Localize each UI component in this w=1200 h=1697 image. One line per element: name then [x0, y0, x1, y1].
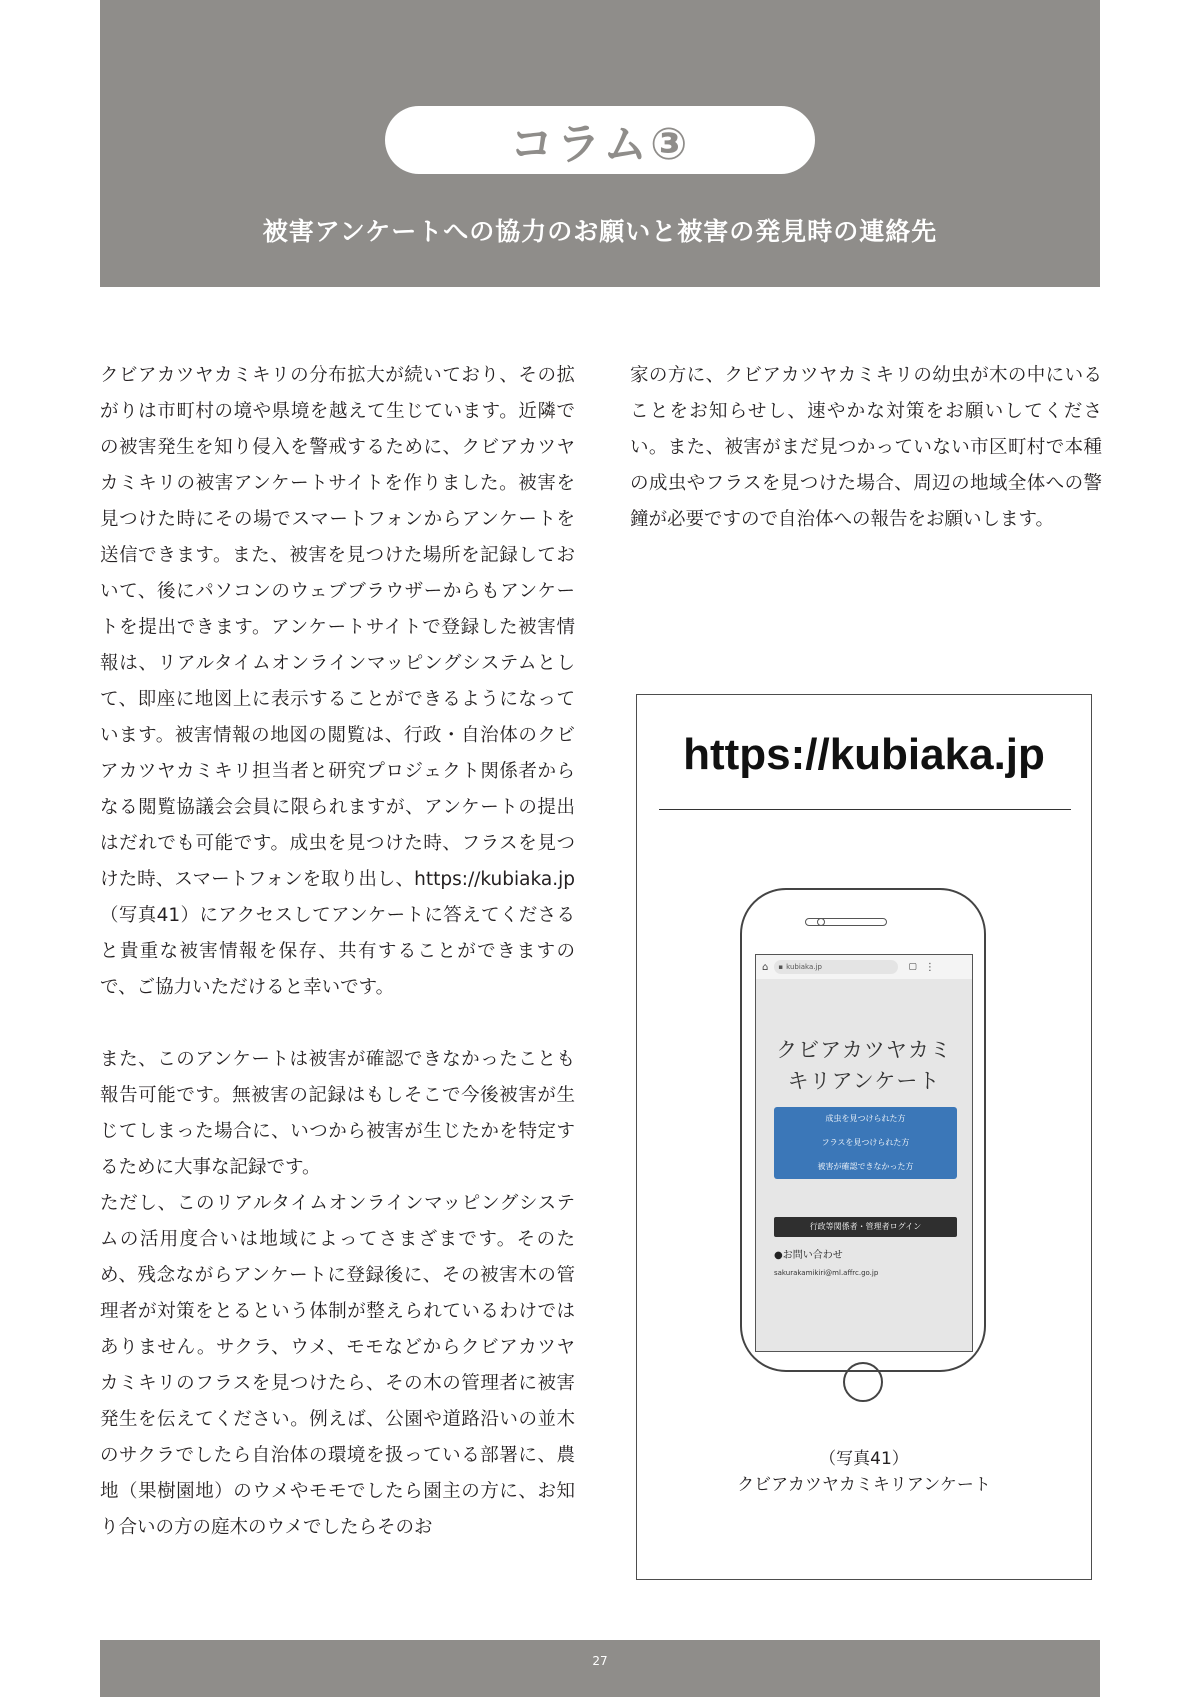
photo-caption: [636, 1446, 1092, 1498]
column-subtitle: 被害アンケートへの協力のお願いと被害の発見時の連絡先: [262, 217, 938, 246]
menu-icon: ⋮: [924, 961, 935, 973]
no-damage-button: 被害が確認できなかった方: [817, 1162, 914, 1171]
survey-buttons: [774, 1107, 957, 1179]
paragraph-continued: 家の方に、クビアカツヤカミキリの幼虫が木の中にいることをお知らせし、速やかな対策をお願いしてください。また、被害がまだ見つかっていない市区町村で本種の成虫やフラスを見つけた場合、周辺の地域全体への警鐘が必要ですので自治体への報告をお願いします。: [630, 365, 1102, 530]
caption-number: （写真41）: [819, 1449, 909, 1469]
address-bar: [774, 960, 898, 974]
phone-screen: [755, 954, 973, 1352]
address-text: kubiaka.jp: [786, 963, 822, 971]
home-icon: ⌂: [762, 961, 769, 973]
right-column: [630, 358, 1102, 538]
tabs-icon: ▢: [908, 962, 917, 972]
column-title: コラム③: [509, 119, 691, 170]
adult-found-button: 成虫を見つけられた方: [825, 1114, 906, 1123]
phone-camera: [817, 918, 825, 926]
screen-title: [756, 1035, 972, 1097]
survey-url[interactable]: https://kubiaka.jp: [683, 730, 1045, 779]
divider: [659, 809, 1071, 810]
browser-bar: [756, 955, 972, 979]
footer-band: [100, 1640, 1100, 1697]
admin-login-button: 行政等関係者・管理者ログイン: [774, 1217, 957, 1237]
contact-heading: ●お問い合わせ: [774, 1250, 843, 1261]
lock-icon: ▪: [778, 963, 784, 971]
paragraph-3: ただし、このリアルタイムオンラインマッピングシステムの活用度合いは地域によってさまざまです。そのため、残念ながらアンケートに登録後に、その被害木の管理者が対策をとるという体制が整えられているわけではありません。サクラ、ウメ、モモなどからクビアカツヤカミキリのフラスを見つけたら、その木の管理者に被害発生を伝えてください。例えば、公園や道路沿いの並木のサクラでしたら自治体の環境を扱っている部署に、農地（果樹園地）のウメやモモでしたら園主の方に、お知り合いの方の庭木のウメでしたらそのお: [100, 1193, 575, 1538]
screen-title-line1: クビアカツヤカミ: [776, 1038, 952, 1062]
frass-found-button: フラスを見つけられた方: [821, 1138, 910, 1147]
page-number: 27: [592, 1654, 608, 1668]
screen-title-line2: キリアンケート: [787, 1069, 941, 1093]
paragraph-2: また、このアンケートは被害が確認できなかったことも報告可能です。無被害の記録はもしそこで今後被害が生じてしまった場合に、いつから被害が生じたかを特定するために大事な記録です。: [100, 1049, 575, 1178]
phone-home-button: [843, 1362, 883, 1402]
column-badge: [385, 106, 815, 174]
contact-email: sakurakamikiri@ml.affrc.go.jp: [774, 1269, 879, 1277]
left-column: [100, 358, 575, 1546]
caption-title: クビアカツヤカミキリアンケート: [737, 1475, 991, 1495]
paragraph-1: クビアカツヤカミキリの分布拡大が続いており、その拡がりは市町村の境や県境を越えて生じています。近隣での被害発生を知り侵入を警戒するために、クビアカツヤカミキリの被害アンケートサイトを作りました。被害を見つけた時にその場でスマートフォンからアンケートを送信できます。また、被害を見つけた場所を記録しておいて、後にパソコンのウェブブラウザーからもアンケートを提出できます。アンケートサイトで登録した被害情報は、リアルタイムオンラインマッピングシステムとして、即座に地図上に表示することができるようになっています。被害情報の地図の閲覧は、行政・自治体のクビアカツヤカミキリ担当者と研究プロジェクト関係者からなる閲覧協議会会員に限られますが、アンケートの提出はだれでも可能です。成虫を見つけた時、フラスを見つけた時、スマートフォンを取り出し、https://kubiaka.jp（写真41）にアクセスしてアンケートに答えてくださると貴重な被害情報を保存、共有することができますので、ご協力いただけると幸いです。: [100, 365, 575, 998]
